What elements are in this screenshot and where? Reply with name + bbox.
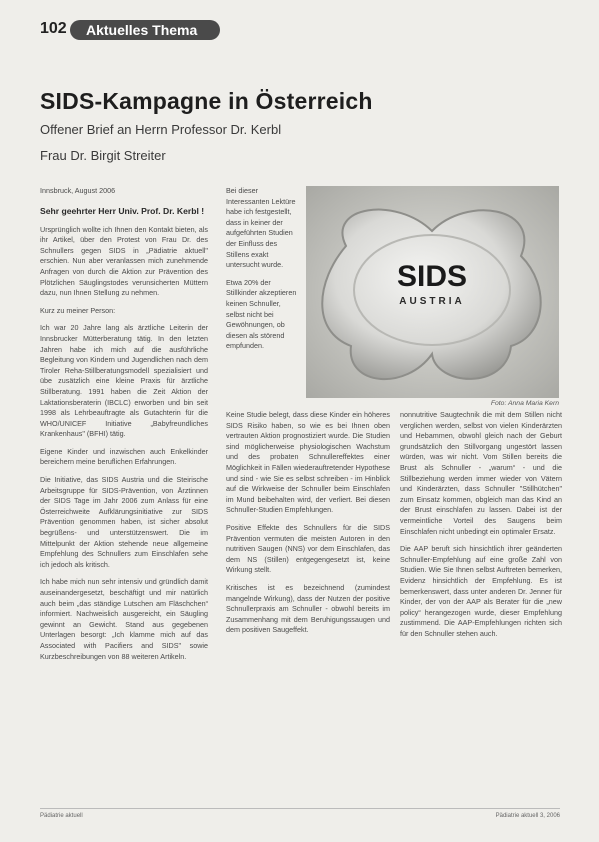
pacifier-illustration [306,186,559,398]
subtitle: Offener Brief an Herrn Professor Dr. Kerbl [40,122,282,137]
article-column-2-top [226,186,298,359]
paragraph: Ich war 20 Jahre lang als ärztliche Leiterin der Innsbrucker Mütterberatung tätig. In den letzten Jahren habe ich mich auf die ausführliche Begleitung von Kindern und Jugendlichen nach dem Tiroler Reha-Stillberatungsmodell spezialisiert und übe zusätzlich eine kleine Praxis für ärztliche Stillberatung. 1991 haben die Zeit Aktion der Laktationsberaterin (IBCLC) erworben und bin seit 1998 als Lehrbeauftragte als Gutachterin für die WHO/UNICEF Initiative „Babyfreundliches Krankenhaus" (BFHI) tätig. [40,323,208,439]
footer-right: Pädiatrie aktuell 3, 2006 [495,813,560,819]
paragraph: Positive Effekte des Schnullers für die SIDS Prävention vermuten die meisten Autoren in den nutritiven Saugen (NNS) vor dem Einschlafen, das dem NS (Stillen) entgegengesetzt ist, keine Wirkung stellt. [226,522,390,575]
place-date: Innsbruck, August 2006 [40,186,116,195]
paragraph: Kritisches ist es bezeichnend (zumindest mangelnde Wirkung), dass der Nutzen der positive Schnullerpraxis am Schnuller - obwohl bereits im Zusammenhang mit dem Beruhigungssaugen und dem positiven Saugeffekt. [226,582,390,635]
salutation: Sehr geehrter Herr Univ. Prof. Dr. Kerbl ! [40,205,205,216]
photo-credit: Foto: Anna Maria Kern [490,400,559,407]
pacifier-photo [306,186,559,398]
austria-logo-text: AUSTRIA [399,296,465,307]
author: Frau Dr. Birgit Streiter [40,148,166,163]
page-title: SIDS-Kampagne in Österreich [40,88,373,114]
paragraph: Eigene Kinder und inzwischen auch Enkelkinder bereichern meine beruflichen Erfahrungen. [40,446,208,467]
paragraph: Die AAP beruft sich hinsichtlich ihrer geänderten Schnuller-Empfehlung auf eine große Zahl von Studien. Wie Sie Ihnen selbst Auftreten bemerken, Evidenz hinsichtlich der Empfehlung. Es ist bemerkenswert, dass unter anderen Dr. Jenner für Kinder, der von der AAP als Berater für die „new policy“ herangezogen wurde, dieser Empfehlung zustimmend. Die AAP-Empfehlungen richten sich für den Schnuller stehen auch. [400,544,562,638]
paragraph: Die Initiative, das SIDS Austria und die Steirische Arbeitsgruppe für SIDS-Prävention, von Ärztinnen der SIDS Tage im Jahr 2006 zum Anlass für eine Österreichweite Aufklärungsinitiative zur SIDS Prävention genommen haben, ist sicher absolut begrüßens- und unterstützenswert. Die im Mittelpunkt der Aktion stehende neue allgemeine Empfehlung des Schnullers zum Einschlafen sehe ich jedoch als kritisch. [40,475,208,569]
footer-left: Pädiatrie aktuell [40,813,83,819]
page-number: 102 [40,20,67,37]
footer-divider [40,808,560,809]
paragraph: Ich habe mich nun sehr intensiv und gründlich damit auseinandergesetzt, beschäftigt und mir natürlich auch beim „das ständige Lutschen am Fläschchen“ informiert. Nachweislich ausgereicht, ein Säugling gewinnt an Gewicht. Stand aus gegebenen Unterlagen besorgt: „Ich klamme mich auf das Associated with Pacifiers and SIDS" sowie Kurzbeschreibungen von 88 weiteren Artikeln. [40,577,208,661]
paragraph: Bei dieser Interessanten Lektüre habe ich festgestellt, dass in keiner der aufgeführten Studien der Einfluss des Stillens exakt untersucht wurde. [226,186,296,270]
paragraph: Keine Studie belegt, dass diese Kinder ein höheres SIDS Risiko haben, so wie es bei Ihnen oben vertrauten Aktion prognostiziert wurde. Die Studien sind möglicherweise physiologischen Wachstum und des probaten Schnullereffektes einer Möglichkeit in Fällen wiederauftretender Hypothese und sind - wie Sie es selbst schreiben - im Hinblick auf die Wirkweise der Schnuller beim Einschlafen im Mund beibehalten wird, der verliert. Bei diesen Schnuller-Studien Empfehlungen. [226,410,390,515]
article-column-2-bottom [226,410,390,643]
sids-logo-text: SIDS [396,260,468,293]
paragraph: Etwa 20% der Stillkinder akzeptieren keinen Schnuller, selbst nicht bei Gewöhnungen, ob diesen als störend empfunden. [226,277,297,351]
paragraph: nonnutritive Saugtechnik die mit dem Stillen nicht verglichen werden, selbst von vielen Kinderärzten und Hebammen, obwohl gleich nach der Geburt grundsätzlich den Stillvorgang ungestört lassen würden, was wir nicht. Vom Stillen bereits die Brust als Schnuller - „warum“ - und die Stillbeziehung werden immer wieder von Vätern und Kinderärzten, dass Schnuller "Stillhütchen" zum Einsatz kommen, obgleich man das Kind an der Brust einschlafen zu lassen. Dabei ist der vermeintliche Vorteil des Saugens beim Einschlafen nicht unbedingt ein optimaler Ersatz. [400,410,562,536]
article-column-3 [400,410,562,646]
paragraph: Ursprünglich wollte ich Ihnen den Kontakt bieten, als ihr Artikel, über den Protest von Frau Dr. des Schnullers gegen SIDS in „Pädiatrie aktuell" erschien. Nun aber veranlassen mich zunehmende Anfragen von durch die Aktion zur Prävention des Plötzlichen Säuglingstodes verunsicherten Müttern dazu, nun Ihnen Stellung zu nehmen. [40,224,208,298]
paragraph: Kurz zu meiner Person: [40,305,116,315]
section-tag: Aktuelles Thema [70,20,220,40]
article-column-1 [40,186,208,669]
